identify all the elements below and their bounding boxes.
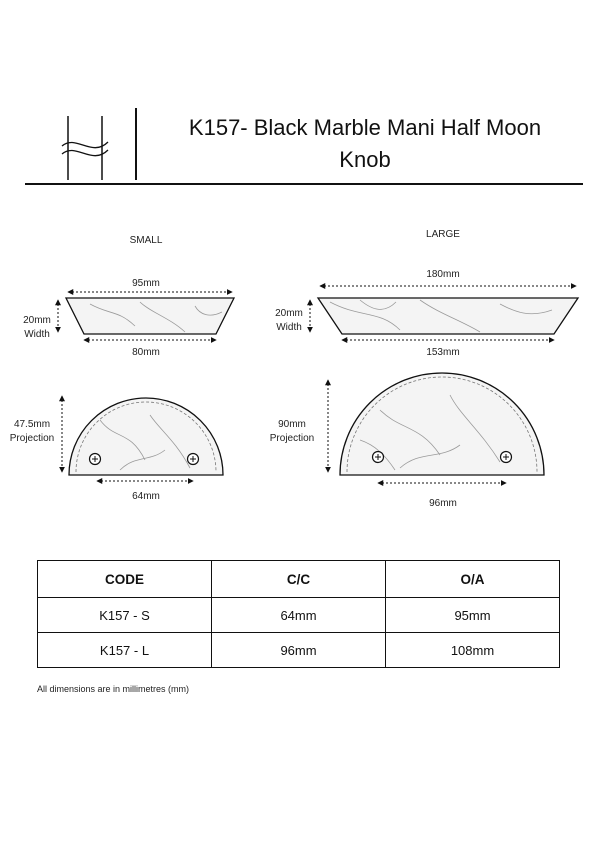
large-height-label [266,307,312,335]
table-header-row [38,561,560,598]
spec-table [37,560,560,668]
dimensions-footnote: All dimensions are in millimetres (mm) [37,684,190,694]
large-side-view [310,286,578,340]
small-height-label [14,314,60,342]
header-oa: O/A [386,561,560,598]
header-cc: C/C [212,561,386,598]
small-front-view [62,396,223,481]
small-projection-caption: Projection [9,433,55,444]
cell-cc: 64mm [212,598,386,633]
small-bottom-width-label: 80mm [132,347,160,358]
cell-oa: 108mm [386,633,560,668]
small-label: SMALL [129,235,163,246]
large-top-width-label: 180mm [426,269,460,280]
small-projection-value: 47.5mm [13,419,51,430]
cell-cc: 96mm [212,633,386,668]
cell-code: K157 - S [38,598,212,633]
title-line-1: K157- Black Marble Mani Half Moon [188,115,542,140]
large-centres-label: 96mm [429,498,457,509]
large-height-value: 20mm [275,308,303,319]
large-label: LARGE [426,229,460,240]
large-bottom-width-label: 153mm [426,347,460,358]
table-row [38,598,560,633]
small-side-view [58,292,234,340]
cell-oa: 95mm [386,598,560,633]
large-front-view [328,373,544,483]
large-height-caption: Width [276,322,302,333]
title-line-2: Knob [339,147,391,172]
small-height-value: 20mm [23,315,51,326]
large-projection-value: 90mm [278,419,306,430]
large-projection-label [260,418,324,446]
small-top-width-label: 95mm [132,278,160,289]
small-projection-label [0,418,64,446]
small-height-caption: Width [24,329,50,340]
large-projection-caption: Projection [269,433,315,444]
cell-code: K157 - L [38,633,212,668]
table-row [38,633,560,668]
small-centres-label: 64mm [132,491,160,502]
header-code: CODE [38,561,212,598]
